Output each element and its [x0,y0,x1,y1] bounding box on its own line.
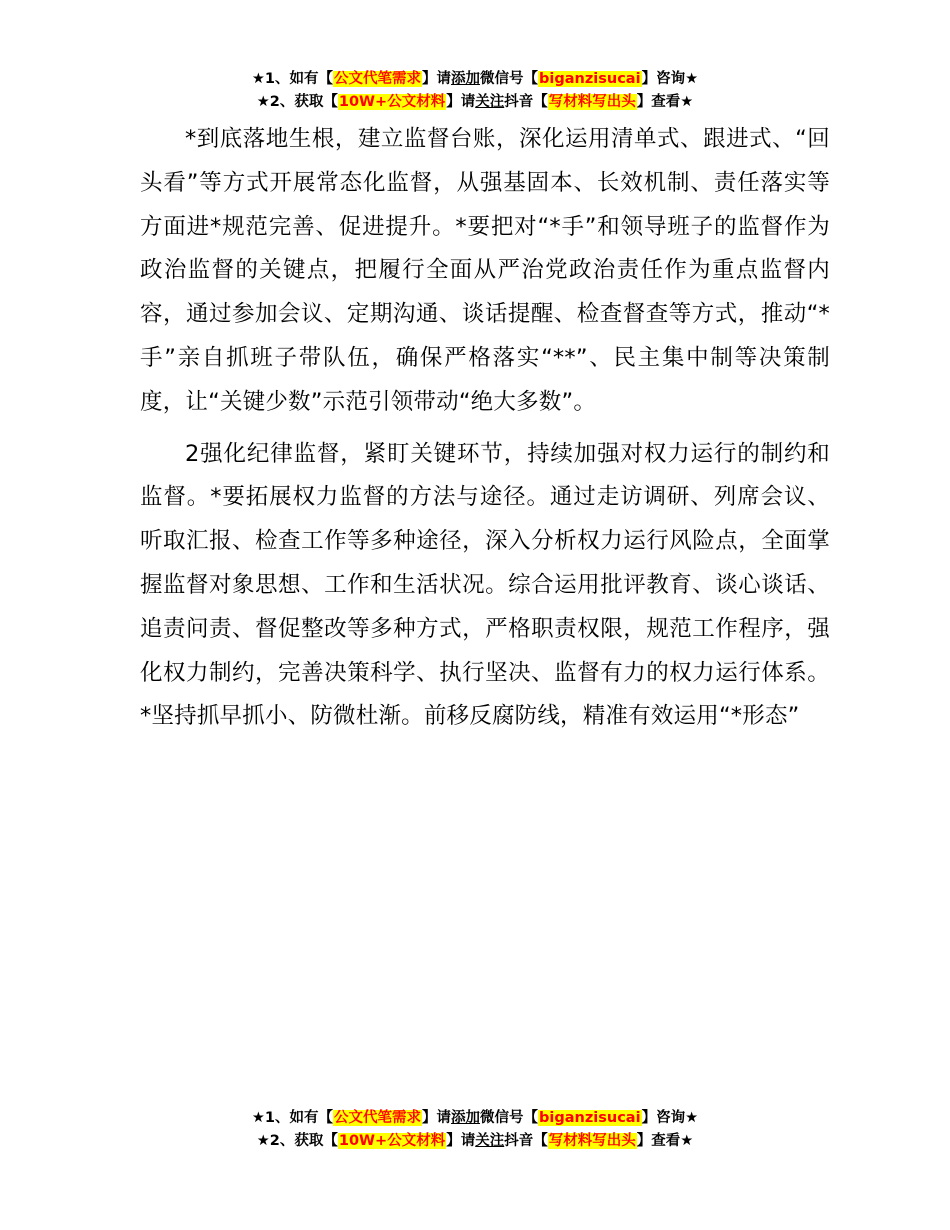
banner-text: 微信号【 [480,71,539,87]
body-paragraph-1: *到底落地生根，建立监督台账，深化运用清单式、跟进式、“回头看”等方式开展常态化监督，从强基固本、长效机制、责任落实等方面进*规范完善、促进提升。*要把对“*手”和领导班子的监督作为政治监督的关键点，把履行全面从严治党政治责任作为重点监督内容，通过参加会议、定期沟通、谈话提醒、检查督查等方式，推动“*手”亲自抓班子带队伍，确保严格落实“**”、民主集中制等决策制度，让“关键少数”示范引领带动“绝大多数”。 [140,126,830,415]
banner-emphasis: 关注 [475,94,505,110]
banner-highlight: 写材料写出头 [548,94,636,110]
banner-text: ★2、获取【 [256,1133,338,1149]
banner-text: ★2、获取【 [256,94,338,110]
banner-text: 抖音【 [504,94,548,110]
banner-text: 微信号【 [480,1110,539,1126]
banner-text: ★1、如有【 [251,71,334,87]
footer-banner-line-2 [0,1130,950,1153]
banner-text: 】请 [446,1133,476,1149]
header-banner [0,68,950,114]
banner-text: 】咨询★ [641,71,699,87]
banner-highlight: 公文代笔需求 [334,71,422,87]
banner-text: 】请 [422,1110,452,1126]
banner-emphasis: 添加 [451,1110,481,1126]
banner-highlight: 10W+公文材料 [338,1133,446,1149]
banner-text: 】查看★ [636,1133,694,1149]
banner-text: ★1、如有【 [251,1110,334,1126]
banner-text: 抖音【 [504,1133,548,1149]
banner-emphasis: 关注 [475,1133,505,1149]
banner-text: 】请 [422,71,452,87]
banner-text: 】咨询★ [641,1110,699,1126]
banner-highlight: 10W+公文材料 [338,94,446,110]
footer-banner [0,1107,950,1153]
footer-banner-line-1 [0,1107,950,1130]
banner-highlight: biganzisucai [539,71,641,87]
banner-text: 】查看★ [636,94,694,110]
banner-highlight: 公文代笔需求 [334,1110,422,1126]
banner-highlight: biganzisucai [539,1110,641,1126]
banner-highlight: 写材料写出头 [548,1133,636,1149]
document-body [140,118,830,739]
header-banner-line-1 [0,68,950,91]
banner-text: 】请 [446,94,476,110]
body-paragraph-2: 2强化纪律监督，紧盯关键环节，持续加强对权力运行的制约和监督。*要拓展权力监督的方法与途径。通过走访调研、列席会议、听取汇报、检查工作等多种途径，深入分析权力运行风险点，全面掌握监督对象思想、工作和生活状况。综合运用批评教育、谈心谈话、追责问责、督促整改等多种方式，严格职责权限，规范工作程序，强化权力制约，完善决策科学、执行坚决、监督有力的权力运行体系。*坚持抓早抓小、防微杜渐。前移反腐防线，精准有效运用“*形态” [140,440,830,730]
header-banner-line-2 [0,91,950,114]
banner-emphasis: 添加 [451,71,481,87]
